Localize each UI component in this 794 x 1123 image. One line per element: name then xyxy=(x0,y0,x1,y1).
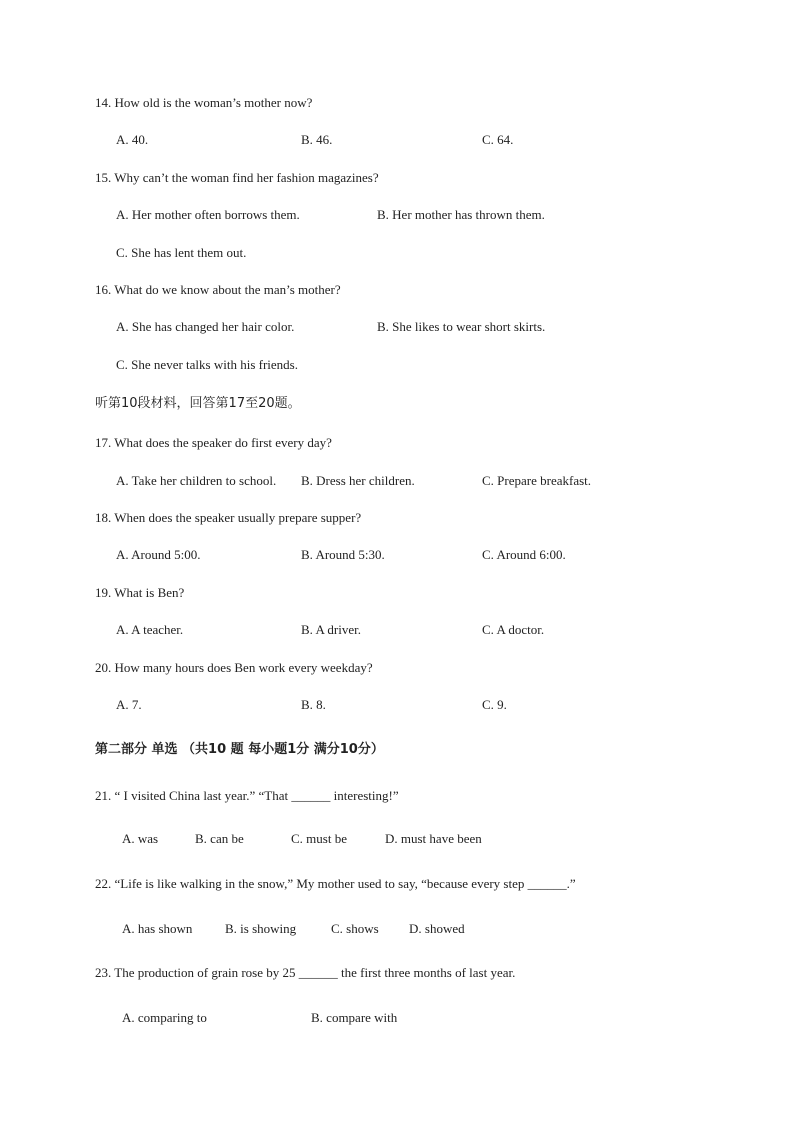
question-22-option-a: A. has shown xyxy=(122,921,193,936)
question-20-option-a: A. 7. xyxy=(116,697,142,712)
question-22-stem: 22. “Life is like walking in the snow,” My mother used to say, “because every step ______.” xyxy=(95,876,576,891)
question-17-option-c: C. Prepare breakfast. xyxy=(482,473,592,488)
question-17-option-a: A. Take her children to school. xyxy=(116,473,277,488)
question-21-option-d: D. must have been xyxy=(385,831,482,846)
question-20-option-c: C. 9. xyxy=(482,697,507,712)
question-22-option-d: D. showed xyxy=(409,921,465,936)
question-21-option-a: A. was xyxy=(122,831,159,846)
question-20-stem: 20. How many hours does Ben work every weekday? xyxy=(95,660,373,675)
section-2-heading: 第二部分 单选 （共10 题 每小题1分 满分10分） xyxy=(95,742,384,757)
question-18-stem: 18. When does the speaker usually prepare supper? xyxy=(95,510,362,525)
question-15-option-b: B. Her mother has thrown them. xyxy=(377,207,545,222)
question-21-option-c: C. must be xyxy=(291,831,347,846)
question-16-option-c: C. She never talks with his friends. xyxy=(116,357,298,372)
question-21-stem: 21. “ I visited China last year.” “That ______ interesting!” xyxy=(95,788,399,803)
question-18-option-b: B. Around 5:30. xyxy=(301,547,385,562)
question-19-option-c: C. A doctor. xyxy=(482,622,545,637)
question-16-stem: 16. What do we know about the man’s mother? xyxy=(95,282,341,297)
question-23-stem: 23. The production of grain rose by 25 ______ the first three months of last year. xyxy=(95,965,516,980)
question-17-stem: 17. What does the speaker do first every day? xyxy=(95,435,332,450)
question-22-option-b: B. is showing xyxy=(225,921,297,936)
question-23-option-a: A. comparing to xyxy=(122,1010,207,1025)
question-14-option-c: C. 64. xyxy=(482,132,514,147)
question-18-option-c: C. Around 6:00. xyxy=(482,547,566,562)
question-19-option-b: B. A driver. xyxy=(301,622,361,637)
question-18-option-a: A. Around 5:00. xyxy=(116,547,201,562)
instruction-section-10: 听第10段材料，回答第17至20题。 xyxy=(95,396,301,411)
question-22-option-c: C. shows xyxy=(331,921,379,936)
question-14-option-a: A. 40. xyxy=(116,132,149,147)
question-17-option-b: B. Dress her children. xyxy=(301,473,415,488)
question-16-option-a: A. She has changed her hair color. xyxy=(116,319,295,334)
question-23-option-b: B. compare with xyxy=(311,1010,398,1025)
question-19-option-a: A. A teacher. xyxy=(116,622,184,637)
question-21-option-b: B. can be xyxy=(195,831,244,846)
question-14-option-b: B. 46. xyxy=(301,132,333,147)
question-15-option-c: C. She has lent them out. xyxy=(116,245,247,260)
question-20-option-b: B. 8. xyxy=(301,697,326,712)
question-15-option-a: A. Her mother often borrows them. xyxy=(116,207,300,222)
question-14-stem: 14. How old is the woman’s mother now? xyxy=(95,95,313,110)
question-16-option-b: B. She likes to wear short skirts. xyxy=(377,319,546,334)
question-15-stem: 15. Why can’t the woman find her fashion magazines? xyxy=(95,170,379,185)
question-19-stem: 19. What is Ben? xyxy=(95,585,185,600)
